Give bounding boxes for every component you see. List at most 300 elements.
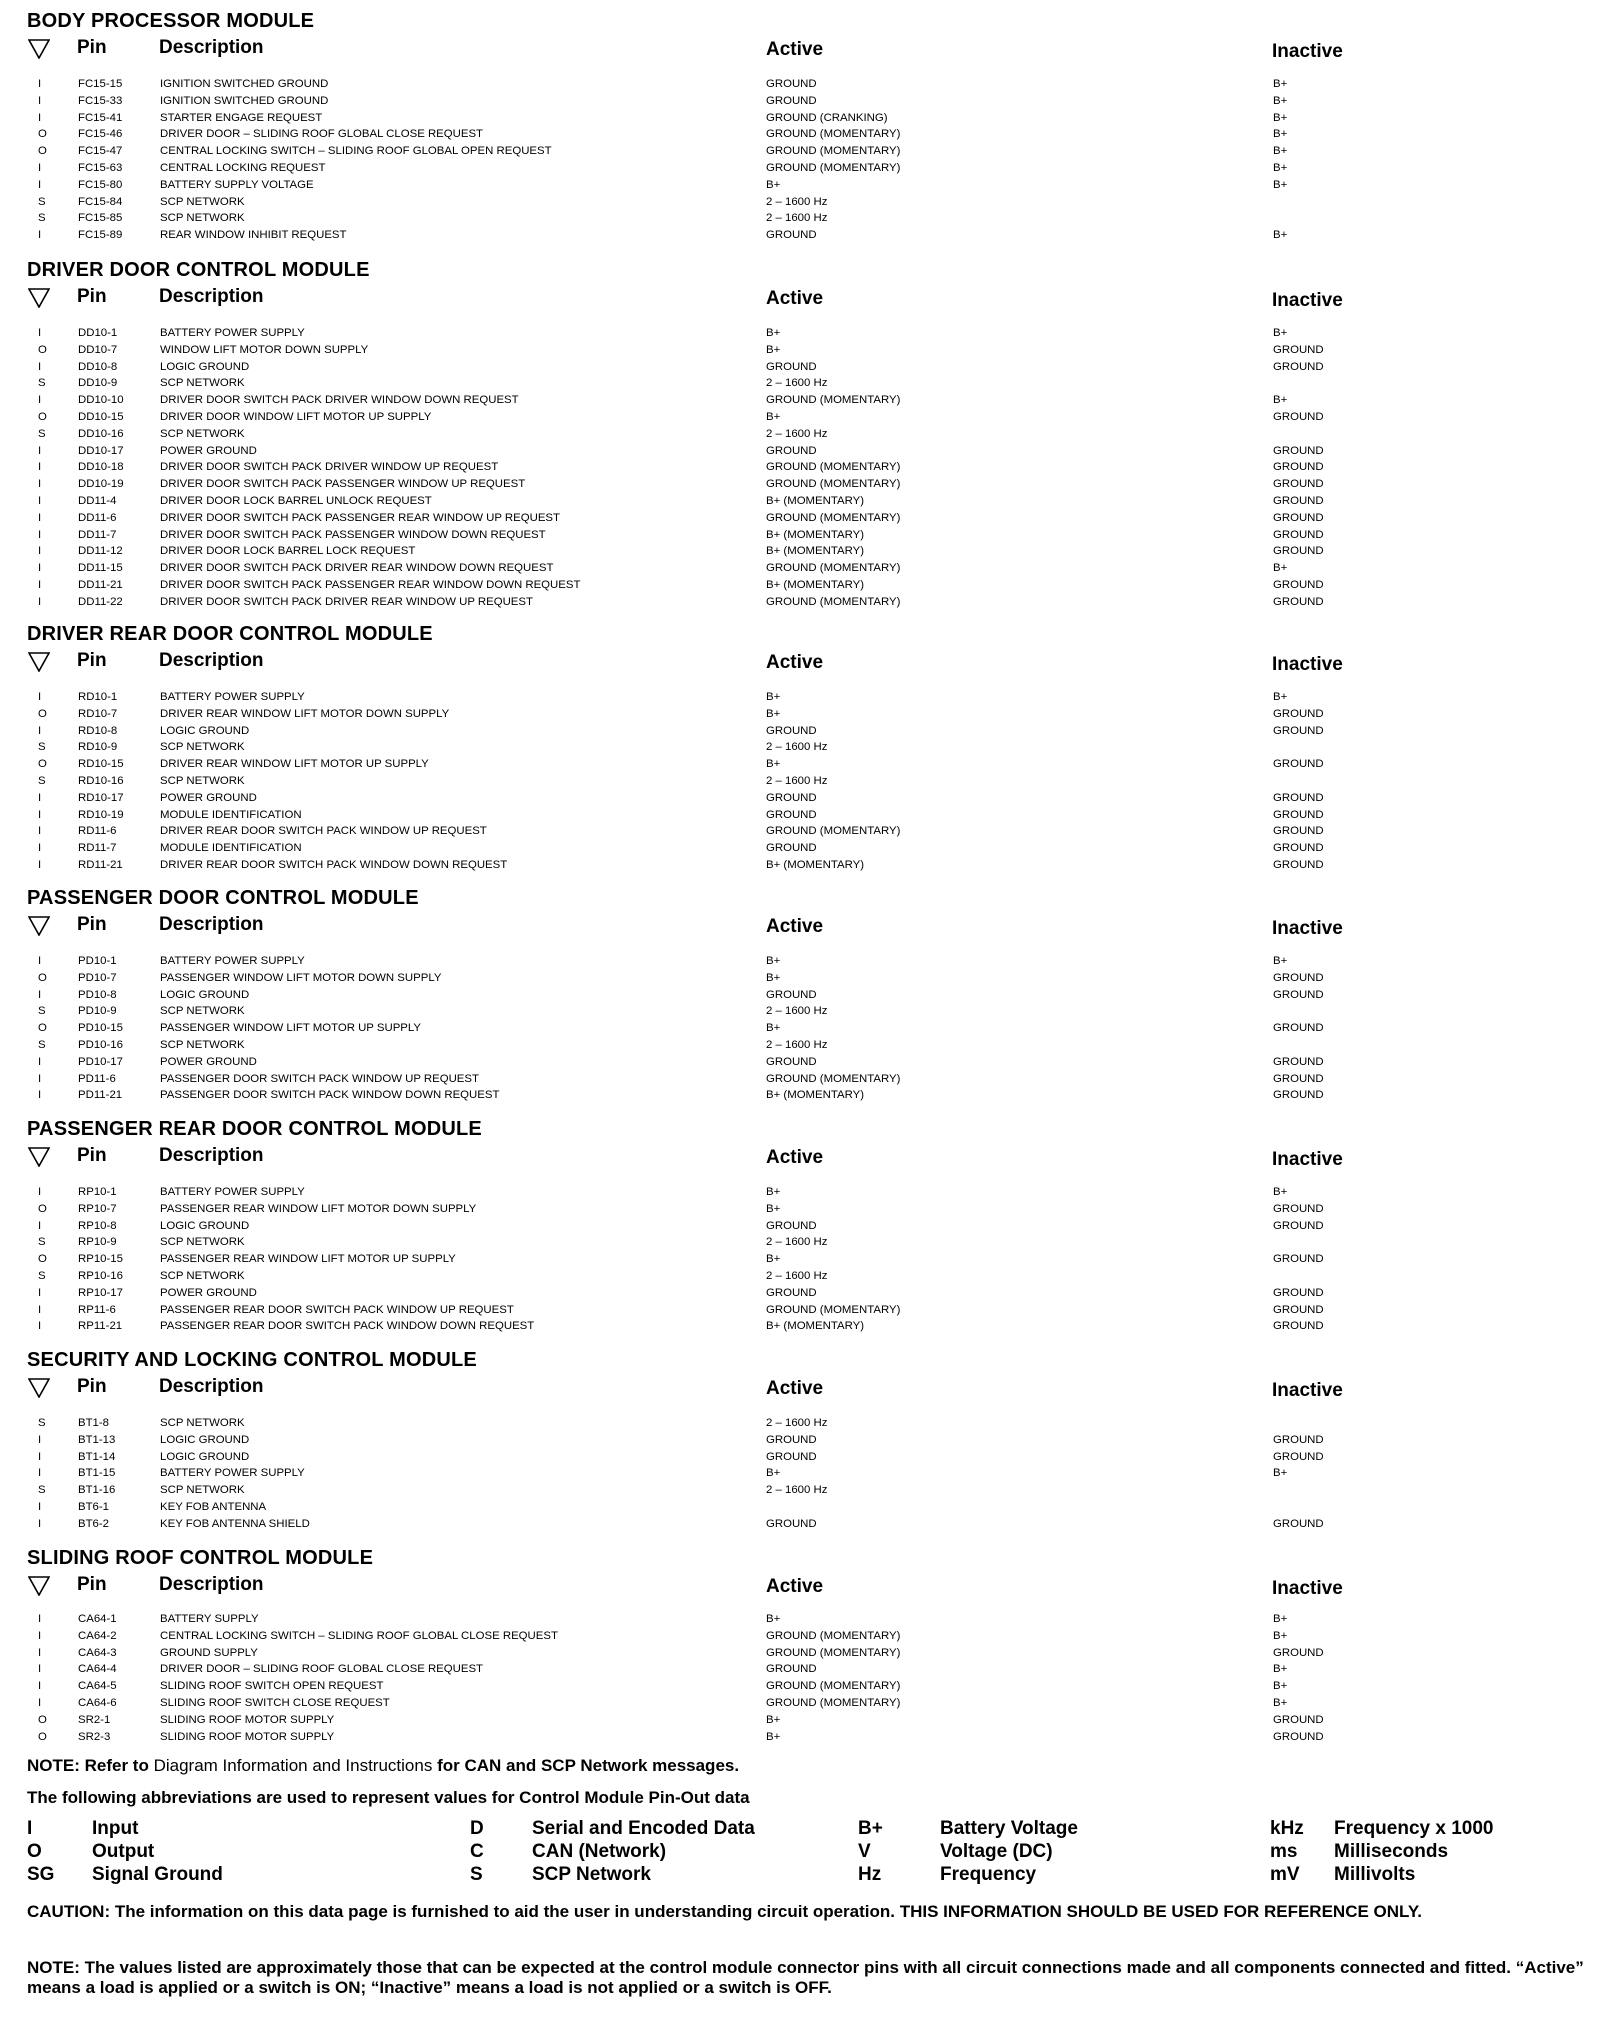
inactive-value: B+: [1273, 562, 1288, 575]
table-row: [0, 1482, 1600, 1499]
active-value: GROUND: [766, 1055, 817, 1068]
active-value: GROUND (MOMENTARY): [766, 825, 901, 838]
pin-type: I: [38, 858, 42, 871]
header-inactive: Inactive: [1272, 654, 1343, 675]
active-value: 2 – 1600 Hz: [766, 741, 828, 754]
pin-type: I: [38, 1186, 42, 1198]
abbreviation-key: ms: [1270, 1841, 1298, 1862]
pin-description: SLIDING ROOF MOTOR SUPPLY: [160, 1730, 335, 1743]
pin-id: PD10-17: [78, 1055, 123, 1068]
pin-id: FC15-47: [78, 145, 123, 158]
pin-description: DRIVER DOOR SWITCH PACK DRIVER REAR WINDOW DOWN REQUEST: [160, 562, 554, 575]
table-row: [0, 1729, 1600, 1746]
inactive-value: GROUND: [1273, 478, 1324, 491]
inactive-value: GROUND: [1273, 545, 1324, 558]
pin-type: I: [38, 1646, 42, 1659]
table-row: [0, 1087, 1600, 1104]
pin-description: DRIVER DOOR SWITCH PACK DRIVER WINDOW DOWN REQUEST: [160, 394, 519, 407]
inactive-value: GROUND: [1273, 1450, 1324, 1463]
pin-type: I: [38, 394, 42, 407]
pin-type: I: [38, 1613, 42, 1625]
column-header-row: [0, 1574, 1600, 1600]
pin-type: I: [38, 1696, 42, 1709]
pin-type: I: [38, 1663, 42, 1676]
pin-description: BATTERY POWER SUPPLY: [160, 955, 305, 967]
inactive-value: GROUND: [1273, 842, 1324, 855]
pin-id: RP10-16: [78, 1269, 123, 1282]
pin-id: FC15-46: [78, 128, 123, 141]
inactive-value: B+: [1273, 394, 1288, 407]
pin-id: DD11-4: [78, 494, 117, 507]
table-row: [0, 577, 1600, 594]
table-row: [0, 1415, 1600, 1432]
pin-id: RD10-9: [78, 741, 118, 754]
pin-description: SLIDING ROOF MOTOR SUPPLY: [160, 1713, 335, 1726]
pin-id: DD11-21: [78, 578, 123, 591]
inactive-value: GROUND: [1273, 528, 1324, 541]
inactive-value: B+: [1273, 111, 1288, 124]
active-value: GROUND: [766, 444, 817, 457]
table-row: [0, 1184, 1600, 1201]
abbreviation-key: S: [470, 1864, 483, 1885]
abbreviation-key: V: [858, 1841, 871, 1862]
abbreviation-meaning: CAN (Network): [532, 1841, 667, 1862]
caution-text: CAUTION: The information on this data page is furnished to aid the user in understanding circuit operation. THIS INFORMATION SHOULD BE USED FOR REFERENCE ONLY.: [27, 1902, 1423, 1921]
inactive-value: B+: [1273, 94, 1288, 107]
pin-description: PASSENGER REAR WINDOW LIFT MOTOR DOWN SUPPLY: [160, 1202, 477, 1215]
inactive-value: B+: [1273, 78, 1288, 90]
active-value: B+ (MOMENTARY): [766, 528, 864, 541]
abbreviation-key: D: [470, 1818, 484, 1839]
inactive-value: GROUND: [1273, 1022, 1324, 1035]
pin-id: DD11-7: [78, 528, 117, 541]
pin-description: SCP NETWORK: [160, 1417, 245, 1429]
pin-type: I: [38, 1219, 42, 1232]
header-inactive: Inactive: [1272, 1149, 1343, 1170]
active-value: B+ (MOMENTARY): [766, 494, 864, 507]
abbreviations-intro: The following abbreviations are used to represent values for Control Module Pin-Out data: [27, 1788, 750, 1807]
pin-id: BT1-14: [78, 1450, 116, 1463]
pin-description: SCP NETWORK: [160, 1269, 245, 1282]
active-value: GROUND: [766, 78, 817, 90]
active-value: GROUND (MOMENTARY): [766, 145, 901, 158]
active-value: B+ (MOMENTARY): [766, 1320, 864, 1333]
pin-id: DD10-7: [78, 343, 118, 356]
pin-description: IGNITION SWITCHED GROUND: [160, 94, 329, 107]
pin-id: RD10-15: [78, 758, 124, 771]
table-row: [0, 756, 1600, 773]
pin-table: [0, 689, 1600, 874]
pin-type: I: [38, 578, 42, 591]
table-row: [0, 160, 1600, 177]
abbreviation-key: C: [470, 1841, 484, 1862]
table-row: [0, 1432, 1600, 1449]
abbreviation-key: B+: [858, 1818, 883, 1839]
abbreviation-key: mV: [1270, 1864, 1300, 1885]
pin-type: I: [38, 842, 42, 855]
pin-type: I: [38, 1450, 42, 1463]
pin-type: S: [38, 741, 46, 754]
pin-description: CENTRAL LOCKING REQUEST: [160, 161, 326, 174]
table-row: [0, 325, 1600, 342]
pin-type: I: [38, 1320, 42, 1333]
active-value: B+: [766, 955, 781, 967]
pin-type: O: [38, 1022, 47, 1035]
inactive-value: GROUND: [1273, 1303, 1324, 1316]
pin-id: FC15-89: [78, 229, 123, 242]
active-value: B+ (MOMENTARY): [766, 578, 864, 591]
pin-table: [0, 953, 1600, 1104]
pin-type: I: [38, 808, 42, 821]
header-pin: Pin: [77, 1574, 107, 1595]
pin-id: FC15-41: [78, 111, 123, 124]
header-description: Description: [159, 650, 264, 671]
pin-id: RD10-17: [78, 791, 124, 804]
inactive-value: GROUND: [1273, 595, 1324, 608]
direction-triangle-icon: [28, 1378, 50, 1398]
header-active: Active: [766, 1576, 824, 1597]
pin-type: I: [38, 955, 42, 967]
pin-type: S: [38, 1038, 46, 1051]
pin-type: I: [38, 1500, 42, 1513]
pin-type: I: [38, 791, 42, 804]
pin-description: BATTERY SUPPLY: [160, 1613, 259, 1625]
inactive-value: GROUND: [1273, 988, 1324, 1001]
pin-description: DRIVER DOOR SWITCH PACK DRIVER WINDOW UP REQUEST: [160, 461, 499, 474]
abbreviation-meaning: Milliseconds: [1334, 1841, 1449, 1862]
pin-id: PD10-7: [78, 971, 117, 984]
pin-id: RD11-6: [78, 825, 117, 838]
table-row: [0, 1695, 1600, 1712]
active-value: 2 – 1600 Hz: [766, 1005, 828, 1018]
pin-id: RD10-19: [78, 808, 124, 821]
table-row: [0, 1285, 1600, 1302]
active-value: GROUND: [766, 808, 817, 821]
inactive-value: B+: [1273, 691, 1288, 703]
pin-description: POWER GROUND: [160, 791, 257, 804]
table-row: [0, 1054, 1600, 1071]
pin-description: SCP NETWORK: [160, 1038, 245, 1051]
inactive-value: GROUND: [1273, 1713, 1324, 1726]
active-value: B+: [766, 1022, 781, 1035]
column-header-row: [0, 1145, 1600, 1171]
active-value: GROUND: [766, 229, 817, 242]
active-value: B+: [766, 707, 781, 720]
pin-id: BT6-1: [78, 1500, 110, 1513]
pin-description: SCP NETWORK: [160, 1236, 245, 1249]
pin-description: GROUND SUPPLY: [160, 1646, 258, 1659]
pin-id: FC15-15: [78, 78, 123, 90]
pin-id: DD10-9: [78, 377, 118, 390]
active-value: B+: [766, 1730, 781, 1743]
pin-type: I: [38, 1680, 42, 1693]
table-row: [0, 1071, 1600, 1088]
active-value: GROUND: [766, 988, 817, 1001]
pin-id: DD10-17: [78, 444, 124, 457]
inactive-value: GROUND: [1273, 578, 1324, 591]
pin-type: S: [38, 212, 46, 225]
pin-id: RD11-21: [78, 858, 123, 871]
pin-description: MODULE IDENTIFICATION: [160, 842, 302, 855]
pin-id: BT1-16: [78, 1484, 116, 1497]
pin-description: SLIDING ROOF SWITCH CLOSE REQUEST: [160, 1696, 390, 1709]
inactive-value: GROUND: [1273, 444, 1324, 457]
active-value: B+: [766, 691, 781, 703]
inactive-value: GROUND: [1273, 707, 1324, 720]
pin-description: DRIVER REAR WINDOW LIFT MOTOR UP SUPPLY: [160, 758, 429, 771]
direction-triangle-icon: [28, 916, 50, 936]
active-value: 2 – 1600 Hz: [766, 427, 828, 440]
abbreviation-key: kHz: [1270, 1818, 1304, 1839]
active-value: B+ (MOMENTARY): [766, 858, 864, 871]
pin-description: LOGIC GROUND: [160, 988, 250, 1001]
active-value: GROUND (MOMENTARY): [766, 1072, 901, 1085]
pin-id: PD11-6: [78, 1072, 116, 1085]
pin-description: LOGIC GROUND: [160, 724, 250, 737]
active-value: GROUND (MOMENTARY): [766, 562, 901, 575]
header-pin: Pin: [77, 1376, 107, 1397]
table-row: [0, 1465, 1600, 1482]
inactive-value: B+: [1273, 1467, 1288, 1480]
pin-description: BATTERY POWER SUPPLY: [160, 1186, 305, 1198]
active-value: GROUND: [766, 1450, 817, 1463]
table-row: [0, 359, 1600, 376]
active-value: GROUND: [766, 791, 817, 804]
pin-description: DRIVER DOOR SWITCH PACK PASSENGER REAR WINDOW UP REQUEST: [160, 511, 560, 524]
active-value: 2 – 1600 Hz: [766, 1038, 828, 1051]
pin-description: LOGIC GROUND: [160, 360, 250, 373]
table-row: [0, 823, 1600, 840]
inactive-value: B+: [1273, 1629, 1288, 1642]
inactive-value: GROUND: [1273, 825, 1324, 838]
pin-table: [0, 1184, 1600, 1335]
inactive-value: GROUND: [1273, 1219, 1324, 1232]
table-row: [0, 510, 1600, 527]
column-header-row: [0, 914, 1600, 940]
inactive-value: GROUND: [1273, 971, 1324, 984]
pin-type: I: [38, 528, 42, 541]
pin-table: [0, 1611, 1600, 1745]
table-row: [0, 1218, 1600, 1235]
active-value: GROUND: [766, 94, 817, 107]
pin-description: MODULE IDENTIFICATION: [160, 808, 302, 821]
inactive-value: B+: [1273, 161, 1288, 174]
active-value: GROUND: [766, 1286, 817, 1299]
pin-type: O: [38, 1202, 47, 1215]
inactive-value: GROUND: [1273, 511, 1324, 524]
active-value: GROUND: [766, 1433, 817, 1446]
pin-type: I: [38, 178, 42, 191]
inactive-value: GROUND: [1273, 1089, 1324, 1102]
table-row: [0, 1516, 1600, 1533]
active-value: B+: [766, 410, 781, 423]
header-active: Active: [766, 1378, 824, 1399]
inactive-value: GROUND: [1273, 1730, 1324, 1743]
direction-triangle-icon: [28, 1147, 50, 1167]
pin-description: SCP NETWORK: [160, 427, 245, 440]
inactive-value: GROUND: [1273, 858, 1324, 871]
active-value: B+: [766, 1202, 781, 1215]
pin-id: CA64-3: [78, 1646, 117, 1659]
active-value: B+: [766, 1713, 781, 1726]
active-value: GROUND (MOMENTARY): [766, 1303, 901, 1316]
table-row: [0, 1302, 1600, 1319]
pin-id: FC15-84: [78, 195, 123, 208]
active-value: GROUND: [766, 360, 817, 373]
pin-id: BT1-8: [78, 1417, 110, 1429]
pin-type: S: [38, 1005, 46, 1018]
pin-description: SCP NETWORK: [160, 212, 245, 225]
module-title: SLIDING ROOF CONTROL MODULE: [27, 1547, 374, 1569]
header-pin: Pin: [77, 37, 107, 58]
inactive-value: GROUND: [1273, 1055, 1324, 1068]
pin-type: O: [38, 1730, 47, 1743]
pin-description: PASSENGER DOOR SWITCH PACK WINDOW UP REQUEST: [160, 1072, 479, 1085]
pin-id: SR2-3: [78, 1730, 111, 1743]
pin-id: CA64-6: [78, 1696, 117, 1709]
table-row: [0, 76, 1600, 93]
inactive-value: B+: [1273, 955, 1288, 967]
pin-type: I: [38, 1517, 42, 1530]
active-value: GROUND (MOMENTARY): [766, 511, 901, 524]
pin-id: DD10-8: [78, 360, 118, 373]
note-text: Refer to: [84, 1756, 149, 1775]
pin-id: DD11-15: [78, 562, 123, 575]
pin-type: I: [38, 1055, 42, 1068]
abbreviation-key: SG: [27, 1864, 55, 1885]
pin-type: I: [38, 1433, 42, 1446]
header-pin: Pin: [77, 1145, 107, 1166]
pin-description: STARTER ENGAGE REQUEST: [160, 111, 323, 124]
inactive-value: B+: [1273, 1186, 1288, 1198]
pin-description: POWER GROUND: [160, 1286, 257, 1299]
table-row: [0, 1020, 1600, 1037]
table-row: [0, 476, 1600, 493]
header-inactive: Inactive: [1272, 41, 1343, 62]
table-row: [0, 1251, 1600, 1268]
pin-description: BATTERY POWER SUPPLY: [160, 1467, 305, 1480]
inactive-value: B+: [1273, 229, 1288, 242]
module-title: DRIVER DOOR CONTROL MODULE: [27, 259, 370, 281]
header-inactive: Inactive: [1272, 918, 1343, 939]
pin-type: I: [38, 825, 42, 838]
pin-id: DD10-15: [78, 410, 124, 423]
pin-type: I: [38, 494, 42, 507]
table-row: [0, 1201, 1600, 1218]
pin-description: KEY FOB ANTENNA: [160, 1500, 267, 1513]
pin-description: BATTERY POWER SUPPLY: [160, 327, 305, 339]
pin-description: DRIVER REAR DOOR SWITCH PACK WINDOW DOWN REQUEST: [160, 858, 508, 871]
pin-description: DRIVER DOOR LOCK BARREL UNLOCK REQUEST: [160, 494, 432, 507]
table-row: [0, 1661, 1600, 1678]
pin-description: PASSENGER REAR DOOR SWITCH PACK WINDOW DOWN REQUEST: [160, 1320, 535, 1333]
pin-type: S: [38, 1417, 46, 1429]
pin-id: PD10-1: [78, 955, 117, 967]
inactive-value: B+: [1273, 327, 1288, 339]
active-value: GROUND (MOMENTARY): [766, 1680, 901, 1693]
pin-type: S: [38, 1269, 46, 1282]
table-row: [0, 689, 1600, 706]
table-row: [0, 1037, 1600, 1054]
note-link-text: Diagram Information and Instructions: [153, 1756, 433, 1775]
pin-type: I: [38, 1089, 42, 1102]
pin-description: DRIVER DOOR – SLIDING ROOF GLOBAL CLOSE REQUEST: [160, 128, 484, 141]
header-active: Active: [766, 288, 824, 309]
header-inactive: Inactive: [1272, 1380, 1343, 1401]
direction-triangle-icon: [28, 652, 50, 672]
table-row: [0, 426, 1600, 443]
active-value: GROUND (MOMENTARY): [766, 595, 901, 608]
active-value: 2 – 1600 Hz: [766, 774, 828, 787]
note-tail: for CAN and SCP Network messages.: [437, 1756, 740, 1775]
pin-description: DRIVER REAR WINDOW LIFT MOTOR DOWN SUPPLY: [160, 707, 450, 720]
inactive-value: GROUND: [1273, 791, 1324, 804]
abbreviation-meaning: Battery Voltage: [940, 1818, 1078, 1839]
table-row: [0, 773, 1600, 790]
pin-id: RP10-15: [78, 1253, 123, 1266]
pin-type: I: [38, 1286, 42, 1299]
active-value: GROUND (MOMENTARY): [766, 1646, 901, 1659]
active-value: GROUND: [766, 724, 817, 737]
pin-description: SCP NETWORK: [160, 774, 245, 787]
table-row: [0, 1611, 1600, 1628]
pin-description: DRIVER DOOR WINDOW LIFT MOTOR UP SUPPLY: [160, 410, 432, 423]
header-description: Description: [159, 1574, 264, 1595]
active-value: B+: [766, 327, 781, 339]
active-value: B+ (MOMENTARY): [766, 1089, 864, 1102]
inactive-value: GROUND: [1273, 410, 1324, 423]
inactive-value: GROUND: [1273, 494, 1324, 507]
module-title: PASSENGER REAR DOOR CONTROL MODULE: [27, 1118, 482, 1140]
active-value: 2 – 1600 Hz: [766, 1236, 828, 1249]
table-row: [0, 459, 1600, 476]
table-row: [0, 987, 1600, 1004]
table-row: [0, 126, 1600, 143]
table-row: [0, 177, 1600, 194]
table-row: [0, 1678, 1600, 1695]
abbreviation-meaning: Signal Ground: [92, 1864, 223, 1885]
pin-id: BT1-15: [78, 1467, 116, 1480]
pin-id: PD10-15: [78, 1022, 123, 1035]
table-row: [0, 527, 1600, 544]
table-row: [0, 1449, 1600, 1466]
inactive-value: GROUND: [1273, 461, 1324, 474]
network-note: [27, 1756, 739, 1776]
pin-description: CENTRAL LOCKING SWITCH – SLIDING ROOF GLOBAL OPEN REQUEST: [160, 145, 552, 158]
pin-description: KEY FOB ANTENNA SHIELD: [160, 1517, 310, 1530]
pin-type: S: [38, 1484, 46, 1497]
table-row: [0, 560, 1600, 577]
pin-type: O: [38, 707, 47, 720]
inactive-value: GROUND: [1273, 1517, 1324, 1530]
header-active: Active: [766, 916, 824, 937]
active-value: GROUND (CRANKING): [766, 111, 888, 124]
values-note: NOTE: The values listed are approximately those that can be expected at the control module connector pins with all circuit connections made and all components connected and fitted. “Active” means a load is applied or a switch is ON; “Inactive” means a load is not applied or a switch is OFF.: [27, 1958, 1584, 1997]
pin-table: [0, 76, 1600, 244]
column-header-row: [0, 286, 1600, 312]
active-value: GROUND: [766, 842, 817, 855]
table-row: [0, 594, 1600, 611]
pin-description: SLIDING ROOF SWITCH OPEN REQUEST: [160, 1680, 384, 1693]
pin-type: O: [38, 1253, 47, 1266]
active-value: GROUND (MOMENTARY): [766, 1629, 901, 1642]
pin-type: S: [38, 195, 46, 208]
pin-id: FC15-63: [78, 161, 123, 174]
active-value: B+ (MOMENTARY): [766, 545, 864, 558]
pin-description: PASSENGER WINDOW LIFT MOTOR UP SUPPLY: [160, 1022, 421, 1035]
pin-id: DD10-19: [78, 478, 124, 491]
pin-id: CA64-1: [78, 1613, 117, 1625]
